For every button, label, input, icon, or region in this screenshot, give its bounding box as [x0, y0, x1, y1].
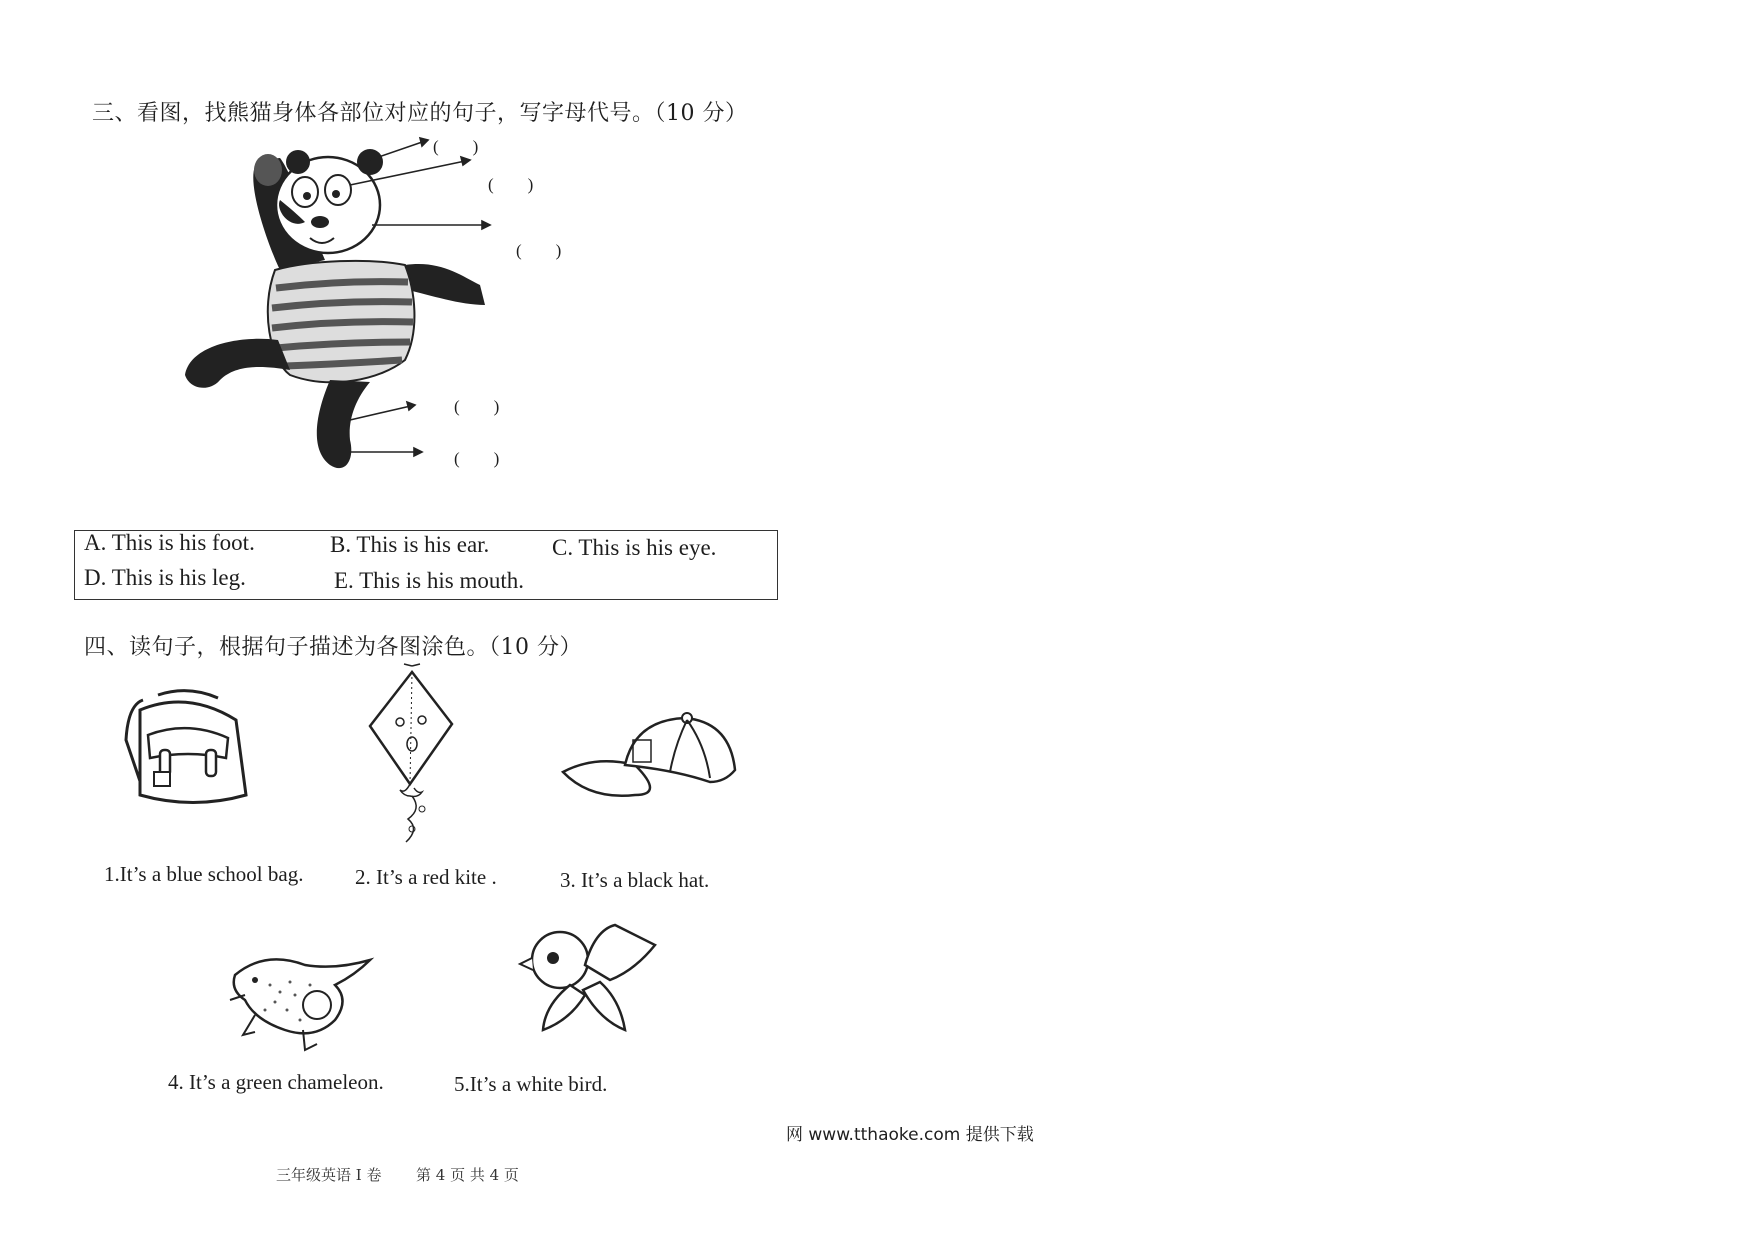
option-b: B. This is his ear.	[330, 532, 490, 557]
section-3-heading: 三、看图，找熊猫身体各部位对应的句子，写字母代号。（10 分）	[92, 101, 748, 126]
watermark: 网 www.tthaoke.com 提供下载	[786, 1125, 1034, 1145]
answer-blank[interactable]: ( )	[433, 137, 479, 156]
footer-left: 三年级英语 I 卷	[276, 1166, 382, 1184]
option-e: E. This is his mouth.	[334, 568, 524, 593]
section-4-heading: 四、读句子，根据句子描述为各图涂色。（10 分）	[84, 635, 582, 660]
caption-school-bag: 1.It’s a blue school bag.	[104, 862, 304, 886]
chameleon-icon	[225, 940, 380, 1060]
kite-icon	[360, 664, 470, 854]
cap-icon	[555, 710, 745, 810]
answer-blank[interactable]: ( )	[488, 175, 534, 194]
caption-hat: 3. It’s a black hat.	[560, 868, 710, 892]
caption-bird: 5.It’s a white bird.	[454, 1072, 608, 1096]
option-c: C. This is his eye.	[552, 535, 717, 560]
panda-icon	[180, 130, 740, 490]
caption-chameleon: 4. It’s a green chameleon.	[168, 1070, 384, 1094]
answer-blank[interactable]: ( )	[454, 397, 500, 416]
option-a: A. This is his foot.	[84, 530, 255, 555]
school-bag-icon	[118, 680, 258, 820]
answer-blank[interactable]: ( )	[516, 241, 562, 260]
option-d: D. This is his leg.	[84, 565, 246, 590]
caption-kite: 2. It’s a red kite .	[355, 865, 497, 889]
footer-page-number: 第 4 页 共 4 页	[416, 1166, 519, 1184]
answer-blank[interactable]: ( )	[454, 449, 500, 468]
bird-icon	[515, 920, 665, 1050]
